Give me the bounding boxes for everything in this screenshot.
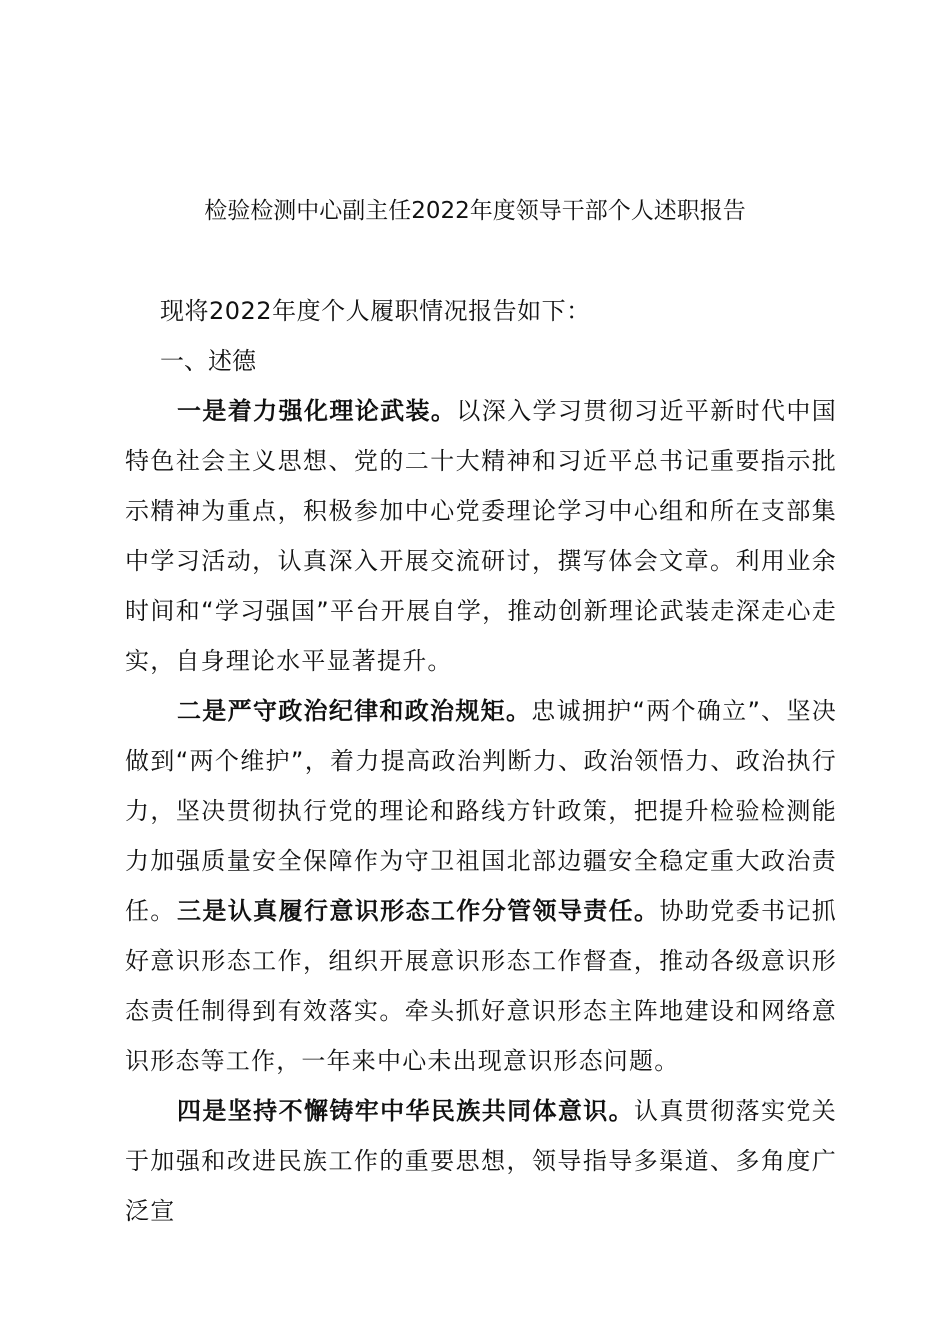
paragraph-4 bbox=[125, 1086, 837, 1236]
paragraph-2-body: 忠诚拥护“两个确立”、坚决做到“两个维护”，着力提高政治判断力、政治领悟力、政治执行力，坚决贯彻执行党的理论和路线方针政策，把提升检验检测能力加强质量安全保障作为守卫祖国北部边疆安全稳定重大政治责任。 bbox=[125, 697, 837, 925]
paragraph-4-lead: 四是坚持不懈铸牢中华民族共同体意识。 bbox=[177, 1097, 635, 1125]
intro-line: 现将2022年度个人履职情况报告如下： bbox=[160, 297, 591, 325]
paragraph-3-body: 协助党委书记抓好意识形态工作，组织开展意识形态工作督查，推动各级意识形态责任制得到有效落实。牵头抓好意识形态主阵地建设和网络意识形态等工作，一年来中心未出现意识形态问题。 bbox=[125, 897, 837, 1075]
paragraph-3-lead: 三是认真履行意识形态工作分管领导责任。 bbox=[177, 897, 660, 925]
section-heading: 一、述德 bbox=[160, 347, 256, 375]
paragraph-1 bbox=[125, 386, 837, 686]
paragraph-1-body: 以深入学习贯彻习近平新时代中国特色社会主义思想、党的二十大精神和习近平总书记重要指示批示精神为重点，积极参加中心党委理论学习中心组和所在支部集中学习活动，认真深入开展交流研讨，撰写体会文章。利用业余时间和“学习强国”平台开展自学，推动创新理论武装走深走心走实，自身理论水平显著提升。 bbox=[125, 397, 837, 675]
paragraph-2-lead: 二是严守政治纪律和政治规矩。 bbox=[177, 697, 532, 725]
paragraph-4-body: 认真贯彻落实党关于加强和改进民族工作的重要思想，领导指导多渠道、多角度广泛宣 bbox=[125, 1097, 837, 1225]
paragraph-1-lead: 一是着力强化理论武装。 bbox=[177, 397, 457, 425]
document-title: 检验检测中心副主任2022年度领导干部个人述职报告 bbox=[204, 198, 746, 224]
paragraph-3 bbox=[125, 886, 837, 1086]
